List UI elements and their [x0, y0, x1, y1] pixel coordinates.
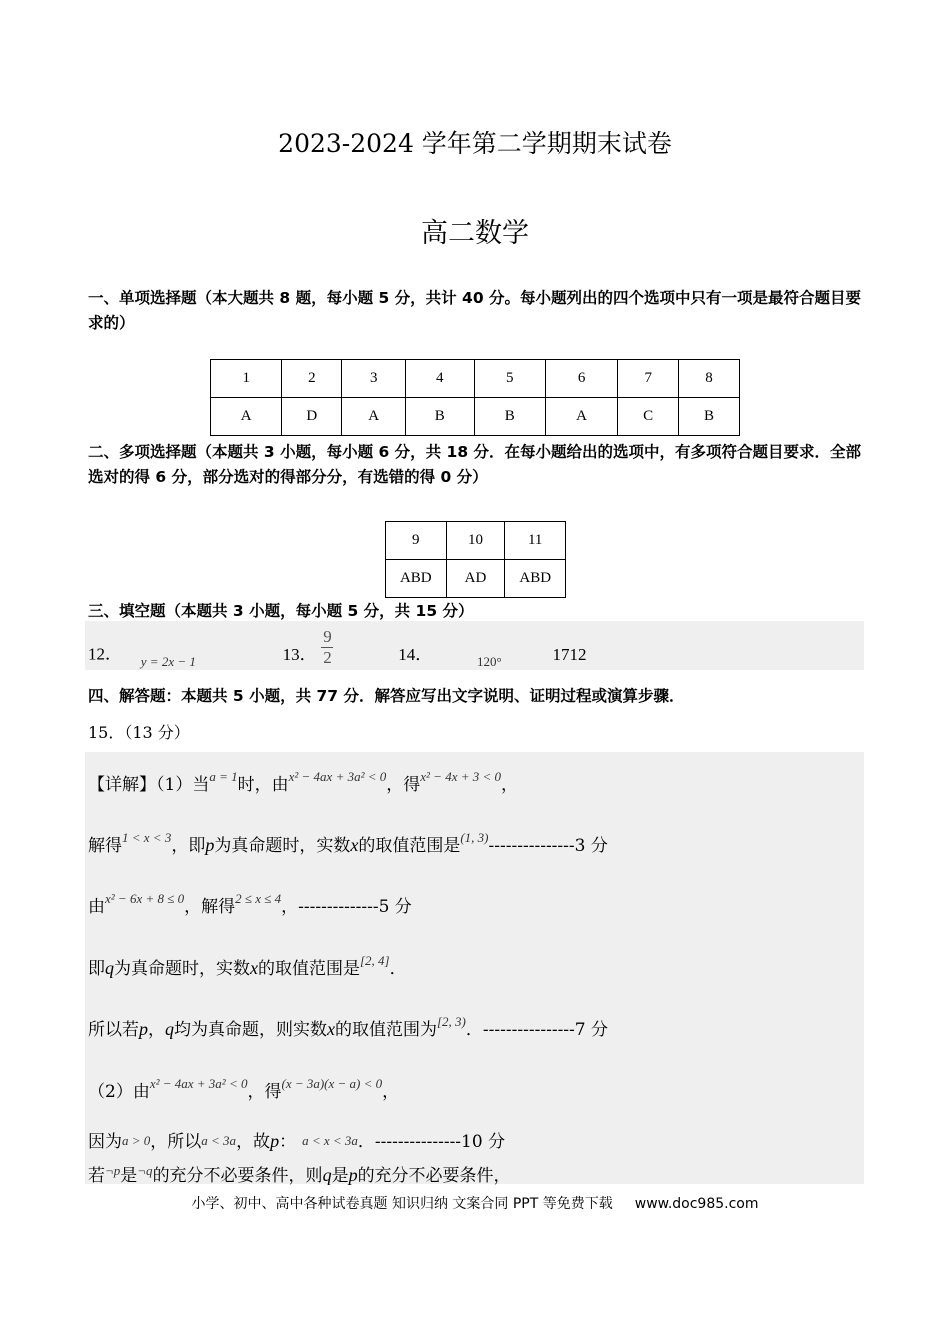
- q13-denominator: 2: [323, 648, 332, 667]
- text: 的取值范围为: [335, 1020, 437, 1040]
- variable: p: [348, 1165, 358, 1185]
- text: ，解得: [184, 897, 236, 917]
- text: 解得: [88, 836, 122, 856]
- text: 所以若: [88, 1020, 139, 1040]
- table-cell: 9: [386, 522, 447, 560]
- math-formula: x² − 4x + 3 < 0: [420, 769, 502, 784]
- text: ，所以: [150, 1132, 202, 1152]
- exam-subject: 高二数学: [421, 218, 529, 249]
- table-cell: B: [406, 398, 474, 436]
- solution-line-8: [88, 1161, 511, 1186]
- q14-label: 14．: [398, 644, 433, 664]
- text: 为真命题时，实数: [114, 959, 250, 979]
- variable: p: [270, 1131, 280, 1151]
- footer-text: 小学、初中、高中各种试卷真题 知识归纳 文案合同 PPT 等免费下载: [191, 1196, 613, 1212]
- text: ，: [501, 775, 519, 795]
- section2-answer-table: [385, 521, 566, 598]
- footer-site-link[interactable]: www.doc985.com: [634, 1196, 759, 1212]
- fill-in-answers: [88, 627, 587, 675]
- score-marker: ，--------------5 分: [281, 897, 412, 917]
- text: 的取值范围是: [358, 836, 461, 856]
- text: ，故: [236, 1132, 271, 1152]
- text: ，: [148, 1020, 165, 1040]
- solution-line-7: [88, 1127, 505, 1152]
- exam-title: 2023-2024 学年第二学期期末试卷: [278, 129, 672, 158]
- table-cell: 6: [545, 360, 617, 398]
- table-cell: 11: [505, 522, 566, 560]
- solution-line-1: [88, 770, 518, 795]
- math-formula: a = 1: [209, 769, 238, 784]
- math-formula: 2 ≤ x ≤ 4: [235, 891, 282, 906]
- text: 若: [88, 1166, 105, 1186]
- variable: x: [350, 835, 359, 855]
- score-marker: ．---------------10 分: [357, 1132, 506, 1152]
- table-cell: 8: [679, 360, 740, 398]
- text: 的充分不必要条件，则: [152, 1166, 323, 1186]
- section4-heading: 四、解答题：本题共 5 小题，共 77 分．解答应写出文字说明、证明过程或演算步骤．: [88, 687, 685, 705]
- table-cell: ABD: [505, 560, 566, 598]
- solution-line-3: [88, 892, 412, 917]
- text: ，即: [171, 836, 206, 856]
- text: 由: [88, 897, 105, 917]
- text: 因为: [88, 1132, 122, 1152]
- variable: q: [105, 958, 114, 978]
- text: 的充分不必要条件，: [357, 1166, 511, 1186]
- table-cell: 4: [406, 360, 474, 398]
- text: ，得: [386, 775, 421, 795]
- math-formula: x² − 6x + 8 ≤ 0: [105, 891, 185, 906]
- solution-line-4: [88, 954, 407, 979]
- table-cell: B: [679, 398, 740, 436]
- math-formula: [2, 4]: [360, 953, 390, 968]
- solution-line-2: [88, 831, 608, 856]
- solution-line-5: [88, 1015, 608, 1040]
- text: 【详解】（1）当: [88, 775, 210, 795]
- variable: q: [165, 1019, 174, 1039]
- table-cell: D: [282, 398, 342, 436]
- q13-label: 13．: [282, 644, 317, 664]
- section2-answer-row: [386, 560, 566, 598]
- section1-answer-table: [210, 359, 740, 436]
- text: ：: [279, 1132, 297, 1152]
- score-marker: ．----------------7 分: [465, 1020, 609, 1040]
- q14-answer-b: 1712: [552, 644, 587, 664]
- section2-number-row: [386, 522, 566, 560]
- score-marker: ---------------3 分: [488, 836, 608, 856]
- text: 即: [88, 959, 105, 979]
- table-cell: A: [342, 398, 406, 436]
- math-formula: a < x < 3a: [302, 1133, 358, 1148]
- text: ，: [382, 1082, 400, 1102]
- math-formula: x² − 4ax + 3a² < 0: [149, 1076, 248, 1091]
- section1-heading: 一、单项选择题（本大题共 8 题，每小题 5 分，共计 40 分。每小题列出的四个选项中只有一项是最符合题目要求的）: [88, 289, 862, 332]
- table-cell: 1: [211, 360, 282, 398]
- page-footer: [0, 1193, 950, 1213]
- solution-line-6: [88, 1077, 399, 1102]
- text: 时，由: [237, 775, 289, 795]
- table-cell: B: [474, 398, 545, 436]
- math-formula: 1 < x < 3: [122, 830, 172, 845]
- text: ．: [389, 959, 407, 979]
- variable: p: [205, 835, 215, 855]
- section3-heading: 三、填空题（本题共 3 小题，每小题 5 分，共 15 分）: [88, 602, 474, 620]
- math-formula: x² − 4ax + 3a² < 0: [288, 769, 387, 784]
- text: 均为真命题，则实数: [174, 1020, 327, 1040]
- variable: q: [322, 1165, 332, 1185]
- q13-answer: [321, 628, 333, 667]
- math-formula: ¬q: [137, 1163, 153, 1178]
- math-formula: [2, 3): [437, 1014, 466, 1029]
- table-cell: C: [618, 398, 679, 436]
- q15-label: 15．（13 分）: [88, 723, 190, 742]
- text: 为真命题时，实数: [214, 836, 351, 856]
- q12-answer: y = 2x − 1: [140, 653, 196, 669]
- section1-number-row: [211, 360, 740, 398]
- section1-answer-row: [211, 398, 740, 436]
- table-cell: 7: [618, 360, 679, 398]
- text: 是: [331, 1166, 349, 1186]
- variable: p: [139, 1019, 148, 1039]
- variable: x: [250, 958, 258, 978]
- math-formula: a < 3a: [201, 1133, 237, 1148]
- text: ，得: [247, 1082, 282, 1102]
- text: 的取值范围是: [258, 959, 360, 979]
- text: （2）由: [88, 1082, 150, 1102]
- q13-numerator: 9: [323, 627, 332, 646]
- section2-heading: 二、多项选择题（本题共 3 小题，每小题 6 分，共 18 分．在每小题给出的选项中，有多项符合题目要求．全部选对的得 6 分，部分选对的得部分分，有选错的得 0 分）: [88, 443, 862, 486]
- variable: x: [327, 1019, 335, 1039]
- table-cell: ABD: [386, 560, 447, 598]
- q14-answer-a: 120°: [477, 653, 502, 669]
- text: 是: [120, 1166, 138, 1186]
- math-formula: ¬p: [105, 1163, 121, 1178]
- table-cell: 3: [342, 360, 406, 398]
- table-cell: 10: [446, 522, 505, 560]
- q12-label: 12．: [88, 644, 122, 664]
- table-cell: A: [545, 398, 617, 436]
- table-cell: 2: [282, 360, 342, 398]
- table-cell: A: [211, 398, 282, 436]
- math-formula: (x − 3a)(x − a) < 0: [281, 1076, 383, 1091]
- table-cell: 5: [474, 360, 545, 398]
- table-cell: AD: [446, 560, 505, 598]
- math-formula: a > 0: [122, 1133, 151, 1148]
- math-formula: (1, 3): [460, 830, 489, 845]
